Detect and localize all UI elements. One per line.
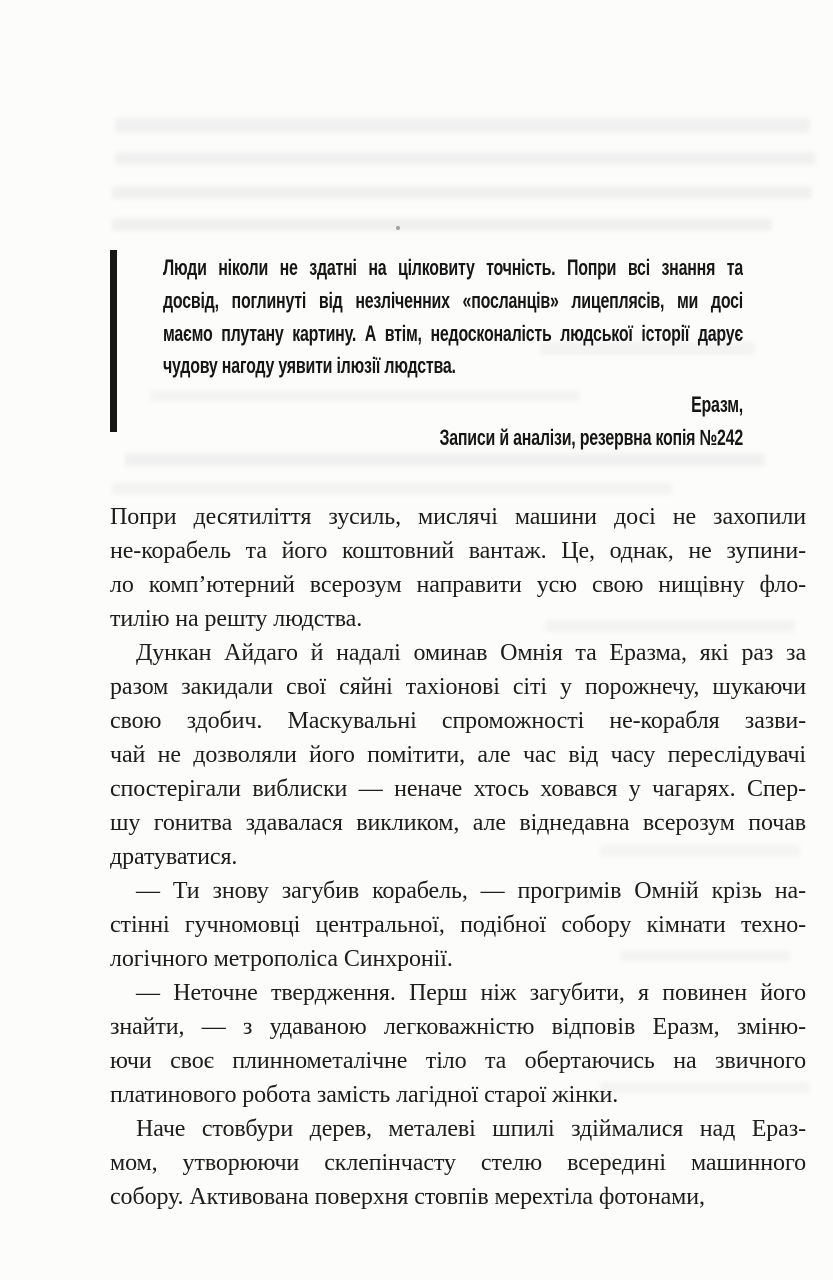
ink-speck — [396, 226, 400, 230]
paragraph — [110, 976, 806, 1112]
epigraph-rule — [110, 250, 117, 432]
text-line: знайти, — з удаваною легковажністю відповів Еразм, зміню- — [110, 1014, 806, 1040]
bleed-through-mark — [112, 186, 812, 199]
bleed-through-mark — [112, 218, 772, 231]
text-line: Люди ніколи не здатні на цілковиту точність. Попри всі знання та — [163, 255, 743, 280]
epigraph-text — [163, 252, 743, 383]
text-line: досвід, поглинуті від незліченних «посланців» лицеплясів, ми досі — [163, 287, 743, 313]
paragraph — [110, 636, 806, 874]
paragraph — [110, 500, 806, 636]
text-line: чай не дозволяли його помітити, але час від часу переслідувачі — [110, 742, 806, 768]
text-line: Наче стовбури дерев, металеві шпилі здіймалися над Ераз- — [136, 1116, 806, 1142]
bleed-through-mark — [115, 118, 810, 133]
text-line: ючи своє плиннометалічне тіло та обертаючись на звичного — [110, 1048, 806, 1074]
text-line: шу гонитва здавалася викликом, але віднедавна всерозум почав — [110, 810, 806, 836]
bleed-through-mark — [112, 483, 672, 495]
paragraph — [110, 874, 806, 976]
text-line: разом закидали свої сяйні тахіонові сіті у порожнечу, шукаючи — [110, 674, 806, 700]
text-line: маємо плутану картину. А втім, недосконалість людської історії дарує — [163, 320, 743, 346]
epigraph-block — [163, 252, 743, 455]
text-line: чудову нагоду уявити ілюзії людства. — [163, 353, 456, 379]
bleed-through-mark — [125, 453, 765, 466]
text-line: не-корабель та його коштовний вантаж. Це, однак, не зупини- — [110, 538, 806, 564]
text-line: собору. Активована поверхня стовпів мерехтіла фотонами, — [110, 1184, 705, 1210]
text-line: логічного метрополіса Синхронії. — [110, 946, 453, 972]
text-line: платинового робота замість лагідної старої жінки. — [110, 1082, 619, 1108]
text-line: — Неточне твердження. Перш ніж загубити, я повинен його — [136, 980, 806, 1006]
text-line: Дункан Айдаго й надалі оминав Омнія та Еразма, які раз за — [136, 640, 806, 666]
text-line: свою здобич. Маскувальні спроможності не-корабля зазви- — [110, 708, 806, 734]
text-line: тилію на решту людства. — [110, 606, 363, 632]
text-line: — Ти знову загубив корабель, — прогримів Омній крізь на- — [136, 878, 806, 904]
text-line: Записи й аналізи, резервна копія №242 — [439, 424, 743, 450]
text-line: мом, утворюючи склепінчасту стелю всередині машинного — [110, 1150, 806, 1176]
paragraph — [110, 1112, 806, 1214]
bleed-through-mark — [115, 152, 815, 165]
text-line: Попри десятиліття зусиль, мислячі машини досі не захопили — [110, 504, 806, 530]
text-line: дратуватися. — [110, 844, 238, 870]
body-text — [110, 500, 806, 1214]
text-line: ло комп’ютерний всерозум направити усю свою нищівну фло- — [110, 572, 806, 598]
text-line: спостерігали виблиски — неначе хтось ховався у чагарях. Спер- — [110, 776, 806, 802]
text-line: стінні гучномовці центральної, подібної собору кімнати техно- — [110, 912, 806, 938]
epigraph-attribution — [163, 389, 743, 455]
text-line: Еразм, — [691, 392, 743, 418]
